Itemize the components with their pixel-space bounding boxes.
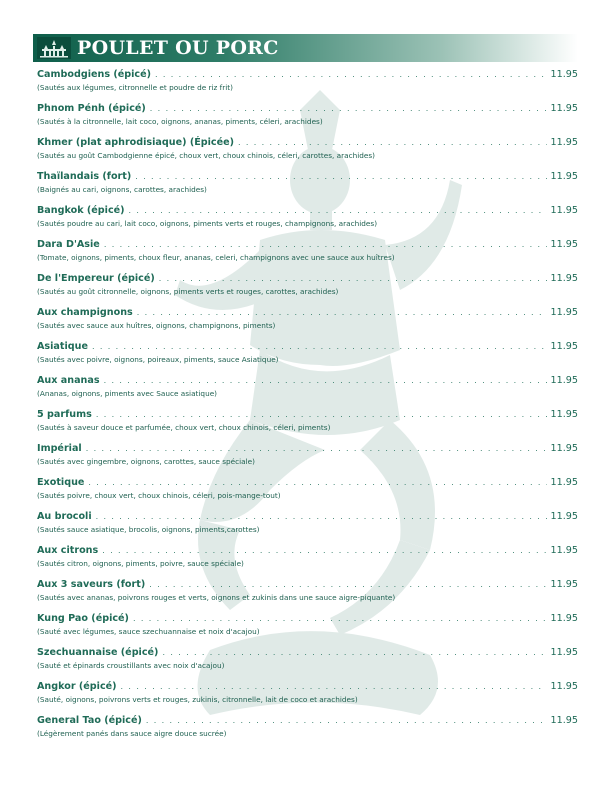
menu-item-name: Asiatique — [37, 341, 88, 352]
dot-leader — [92, 340, 547, 354]
menu-item-name: Aux ananas — [37, 375, 100, 386]
menu-item — [37, 442, 578, 476]
menu-item-row — [37, 646, 578, 660]
menu-item-name: Aux citrons — [37, 545, 99, 556]
menu-item-name: Phnom Pénh (épicé) — [37, 103, 146, 114]
menu-item-price: 11.95 — [550, 273, 578, 284]
menu-item-description: (Sautés citron, oignons, piments, poivre, sauce spéciale) — [37, 559, 244, 568]
menu-item-row — [37, 476, 578, 490]
menu-item-price: 11.95 — [550, 715, 578, 726]
menu-item-name: Aux 3 saveurs (fort) — [37, 579, 146, 590]
menu-item — [37, 680, 578, 714]
menu-item-row — [37, 374, 578, 388]
menu-item-name: Khmer (plat aphrodisiaque) (Épicée) — [37, 137, 235, 148]
menu-item-price: 11.95 — [550, 681, 578, 692]
menu-item-price: 11.95 — [550, 375, 578, 386]
dot-leader — [102, 544, 546, 558]
menu-item-name: Kung Pao (épicé) — [37, 613, 129, 624]
dot-leader — [96, 510, 547, 524]
menu-item-name: Angkor (épicé) — [37, 681, 117, 692]
dot-leader — [150, 102, 547, 116]
dot-leader — [238, 136, 547, 150]
menu-item-row — [37, 578, 578, 592]
menu-item — [37, 340, 578, 374]
menu-item — [37, 68, 578, 102]
dot-leader — [135, 170, 546, 184]
dot-leader — [104, 238, 547, 252]
menu-item-price: 11.95 — [550, 69, 578, 80]
menu-item-description: (Sautés sauce asiatique, brocolis, oignons, piments,carottes) — [37, 525, 260, 534]
menu-item — [37, 238, 578, 272]
dot-leader — [86, 442, 547, 456]
menu-item-price: 11.95 — [550, 239, 578, 250]
menu-item-row — [37, 102, 578, 116]
menu-item-row — [37, 204, 578, 218]
menu-item-row — [37, 340, 578, 354]
menu-item-name: 5 parfums — [37, 409, 92, 420]
menu-item-row — [37, 714, 578, 728]
dot-leader — [129, 204, 547, 218]
menu-item — [37, 374, 578, 408]
menu-item-price: 11.95 — [550, 511, 578, 522]
menu-item-row — [37, 136, 578, 150]
menu-item — [37, 306, 578, 340]
menu-item-row — [37, 272, 578, 286]
menu-item-description: (Sautés à la citronnelle, lait coco, oignons, ananas, piments, céleri, arachides) — [37, 117, 323, 126]
menu-item-row — [37, 408, 578, 422]
menu-item-price: 11.95 — [550, 307, 578, 318]
menu-item-price: 11.95 — [550, 647, 578, 658]
menu-item — [37, 102, 578, 136]
menu-item-row — [37, 612, 578, 626]
menu-item-row — [37, 238, 578, 252]
menu-item-name: Au brocoli — [37, 511, 92, 522]
menu-item — [37, 510, 578, 544]
menu-item-row — [37, 680, 578, 694]
dot-leader — [88, 476, 546, 490]
menu-item — [37, 646, 578, 680]
menu-item — [37, 612, 578, 646]
dot-leader — [162, 646, 546, 660]
dot-leader — [149, 578, 546, 592]
menu-item-description: (Légèrement panés dans sauce aigre douce sucrée) — [37, 729, 227, 738]
dot-leader — [104, 374, 547, 388]
menu-item-price: 11.95 — [550, 341, 578, 352]
menu-item — [37, 408, 578, 442]
menu-item — [37, 714, 578, 748]
menu-item-description: (Sautés avec ananas, poivrons rouges et verts, oignons et zukinis dans une sauce aigre-piquante) — [37, 593, 396, 602]
dot-leader — [137, 306, 547, 320]
menu-item-price: 11.95 — [550, 103, 578, 114]
menu-item-price: 11.95 — [550, 613, 578, 624]
dot-leader — [121, 680, 547, 694]
dot-leader — [133, 612, 547, 626]
menu-item-price: 11.95 — [550, 409, 578, 420]
menu-item-row — [37, 306, 578, 320]
menu-item-name: Aux champignons — [37, 307, 133, 318]
menu-item-price: 11.95 — [550, 443, 578, 454]
menu-list — [37, 68, 578, 748]
menu-item-name: Dara D'Asie — [37, 239, 100, 250]
menu-item-row — [37, 544, 578, 558]
menu-item-description: (Sauté et épinards croustillants avec noix d'acajou) — [37, 661, 225, 670]
menu-item-description: (Sautés avec poivre, oignons, poireaux, piments, sauce Asiatique) — [37, 355, 279, 364]
menu-item-name: Bangkok (épicé) — [37, 205, 125, 216]
menu-item-row — [37, 170, 578, 184]
menu-item-description: (Sautés au goût Cambodgienne épicé, choux vert, choux chinois, céleri, carottes, arachides) — [37, 151, 376, 160]
menu-item-price: 11.95 — [550, 171, 578, 182]
menu-item-price: 11.95 — [550, 477, 578, 488]
menu-item-price: 11.95 — [550, 579, 578, 590]
dot-leader — [155, 68, 547, 82]
menu-item-description: (Tomate, oignons, piments, choux fleur, ananas, celeri, champignons avec une sauce aux huîtres) — [37, 253, 395, 262]
menu-item-description: (Sautés avec sauce aux huîtres, oignons, champignons, piments) — [37, 321, 276, 330]
menu-item-description: (Sautés poivre, choux vert, choux chinois, céleri, pois-mange-tout) — [37, 491, 281, 500]
menu-item-name: De l'Empereur (épicé) — [37, 273, 155, 284]
menu-item — [37, 136, 578, 170]
menu-item-description: (Sauté, oignons, poivrons verts et rouges, zukinis, citronnelle, lait de coco et arachides) — [37, 695, 358, 704]
menu-item-price: 11.95 — [550, 545, 578, 556]
menu-item-row — [37, 510, 578, 524]
menu-item-name: Szechuannaise (épicé) — [37, 647, 159, 658]
menu-item-name: Cambodgiens (épicé) — [37, 69, 152, 80]
section-header — [33, 34, 578, 62]
menu-item — [37, 578, 578, 612]
menu-item-row — [37, 442, 578, 456]
menu-item — [37, 476, 578, 510]
menu-item-price: 11.95 — [550, 137, 578, 148]
menu-item — [37, 272, 578, 306]
menu-item-description: (Sauté avec légumes, sauce szechuannaise et noix d'acajou) — [37, 627, 260, 636]
dot-leader — [96, 408, 547, 422]
section-title: POULET OU PORC — [77, 37, 279, 59]
dot-leader — [159, 272, 547, 286]
menu-item-description: (Sautés avec gingembre, oignons, carottes, sauce spéciale) — [37, 457, 256, 466]
menu-item — [37, 204, 578, 238]
menu-item-description: (Sautés aux légumes, citronnelle et poudre de riz frit) — [37, 83, 233, 92]
menu-item — [37, 544, 578, 578]
menu-item-description: (Ananas, oignons, piments avec Sauce asiatique) — [37, 389, 218, 398]
menu-item-description: (Sautés à saveur douce et parfumée, choux vert, choux chinois, céleri, piments) — [37, 423, 331, 432]
menu-item-price: 11.95 — [550, 205, 578, 216]
menu-item-row — [37, 68, 578, 82]
menu-item-name: Thaïlandais (fort) — [37, 171, 132, 182]
menu-item-description: (Sautés au goût citronnelle, oignons, piments verts et rouges, carottes, arachides) — [37, 287, 339, 296]
menu-item-name: Impérial — [37, 443, 82, 454]
menu-item-description: (Sautés poudre au cari, lait coco, oignons, piments verts et rouges, champignons, arachides) — [37, 219, 378, 228]
temple-logo-icon — [37, 37, 71, 59]
dot-leader — [146, 714, 547, 728]
menu-item-description: (Baignés au cari, oignons, carottes, arachides) — [37, 185, 207, 194]
menu-item — [37, 170, 578, 204]
menu-item-name: General Tao (épicé) — [37, 715, 142, 726]
menu-item-name: Exotique — [37, 477, 85, 488]
